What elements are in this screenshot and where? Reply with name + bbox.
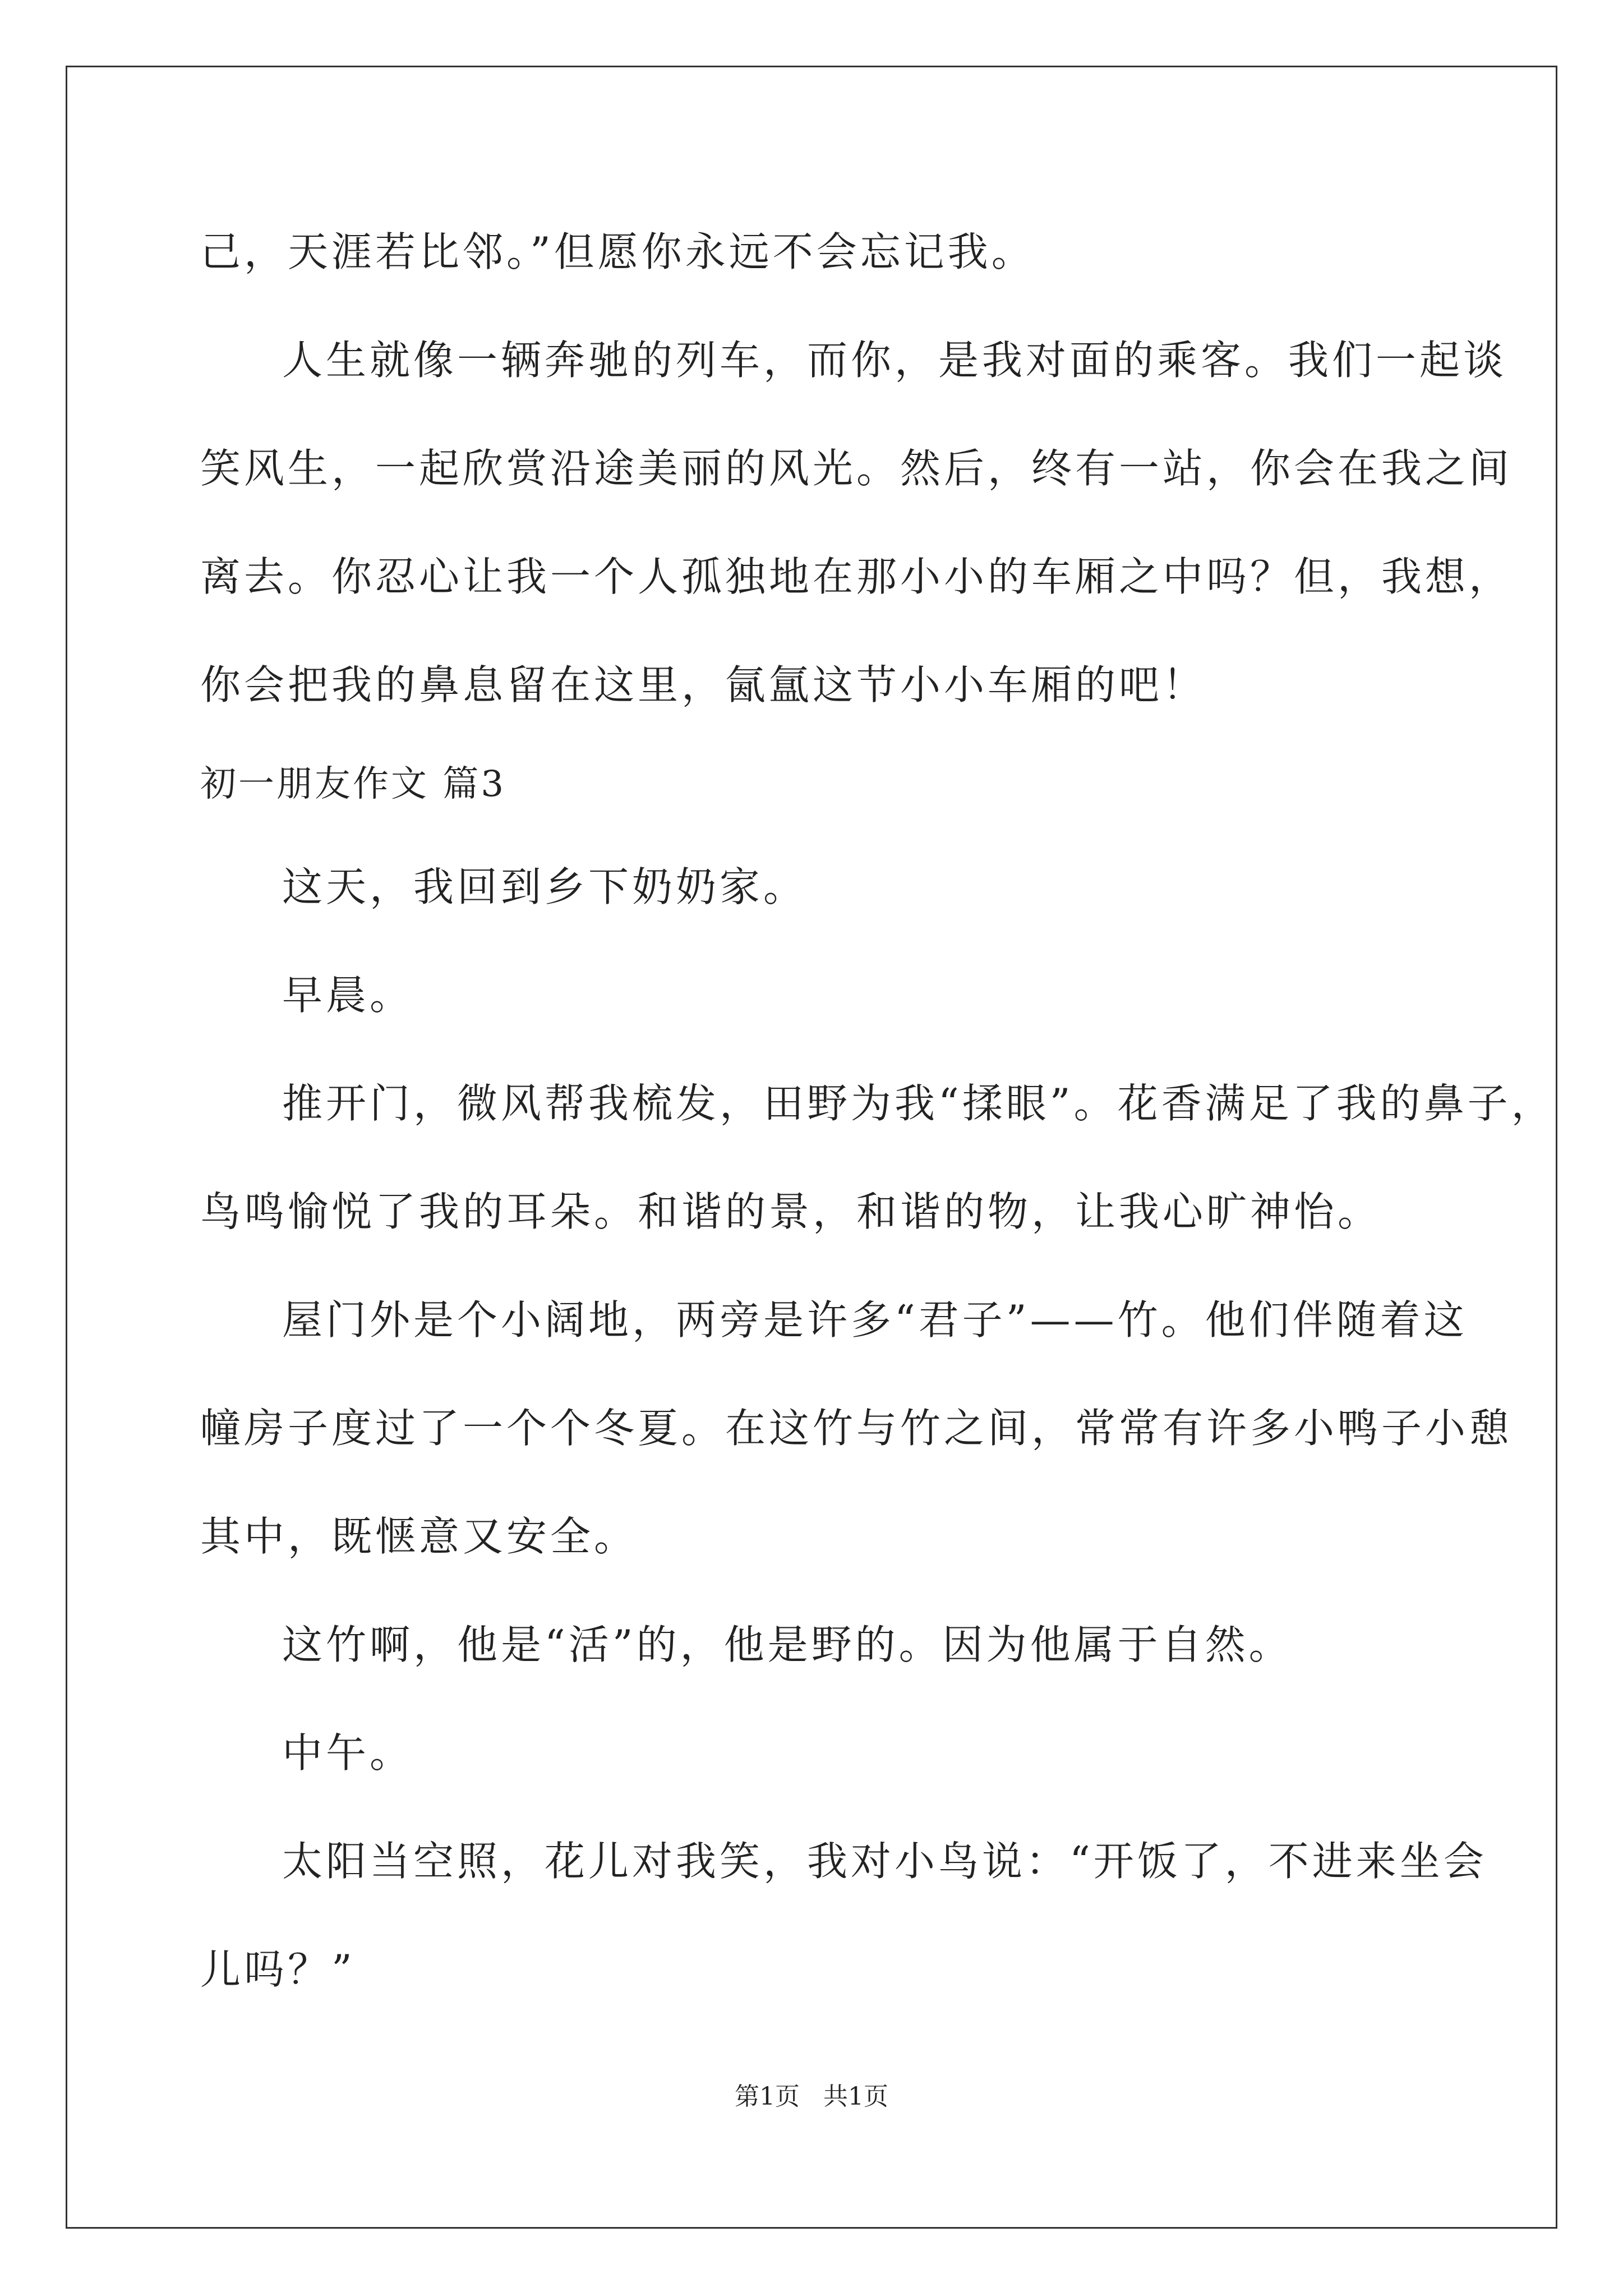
section-heading: 初一朋友作文 篇3 (200, 763, 506, 805)
paragraph-line: 这天，我回到乡下奶奶家。 (282, 863, 808, 910)
paragraph-line: 其中，既惬意又安全。 (200, 1513, 638, 1560)
paragraph-line: 你会把我的鼻息留在这里，氤氲这节小小车厢的吧！ (200, 661, 1207, 708)
page-footer: 第1页 共1页 (735, 2082, 888, 2111)
paragraph-line: 离去。你忍心让我一个人孤独地在那小小的车厢之中吗？但，我想， (200, 553, 1513, 600)
paragraph-line: 早晨。 (282, 972, 414, 1019)
paragraph-line: 人生就像一辆奔驰的列车，而你，是我对面的乘客。我们一起谈 (282, 337, 1507, 384)
paragraph-line: 屋门外是个小阔地，两旁是许多“君子”——竹。他们伴随着这 (282, 1296, 1468, 1343)
paragraph-line: 推开门，微风帮我梳发，田野为我“揉眼”。花香满足了我的鼻子， (282, 1080, 1555, 1127)
page-border (66, 66, 1557, 2229)
paragraph-line: 笑风生，一起欣赏沿途美丽的风光。然后，终有一站，你会在我之间 (200, 445, 1513, 492)
paragraph-line: 太阳当空照，花儿对我笑，我对小鸟说：“开饭了，不进来坐会 (282, 1838, 1487, 1885)
paragraph-line: 中午。 (282, 1729, 414, 1777)
paragraph-line: 幢房子度过了一个个冬夏。在这竹与竹之间，常常有许多小鸭子小憩 (200, 1405, 1513, 1452)
paragraph-line: 儿吗？” (200, 1946, 356, 1993)
paragraph-line: 己，天涯若比邻。”但愿你永远不会忘记我。 (200, 228, 1035, 275)
paragraph-line: 这竹啊，他是“活”的，他是野的。因为他属于自然。 (282, 1621, 1293, 1668)
paragraph-line: 鸟鸣愉悦了我的耳朵。和谐的景，和谐的物，让我心旷神怡。 (200, 1188, 1382, 1235)
